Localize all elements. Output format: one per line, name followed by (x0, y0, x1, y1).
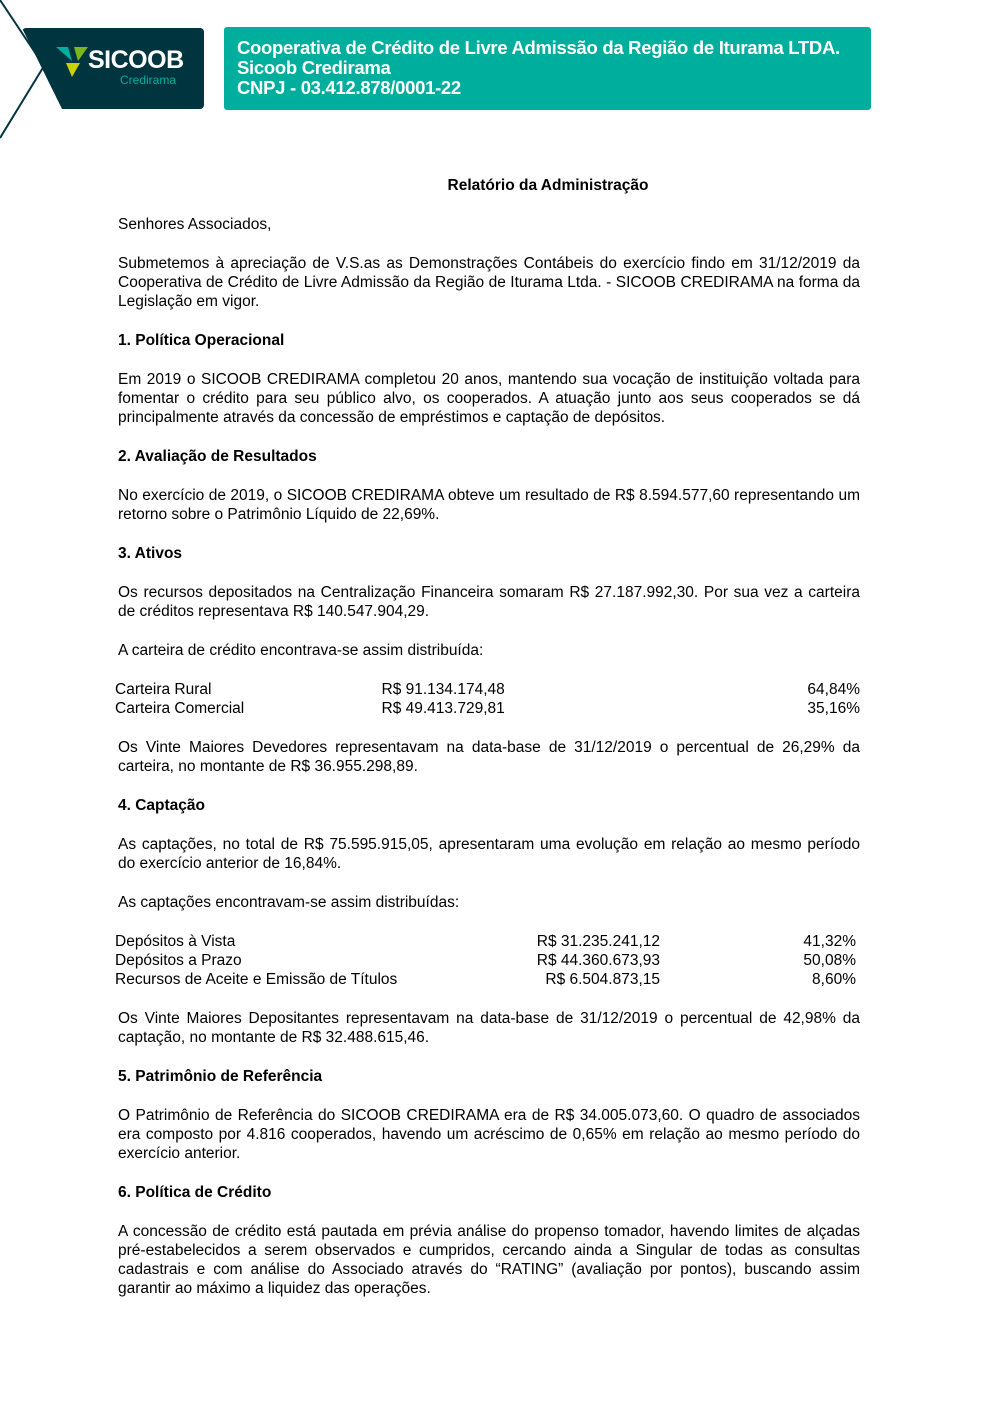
row-percent: 50,08% (803, 952, 856, 969)
document-body (115, 176, 860, 1318)
row-label: Depósitos à Vista (115, 933, 236, 950)
paragraph: Os Vinte Maiores Devedores representavam na data-base de 31/12/2019 o percentual de 26,29% da carteira, no montante de R$ 36.955.298,89. (118, 739, 860, 775)
row-percent: 64,84% (807, 681, 860, 698)
row-value: R$ 49.413.729,81 (381, 700, 505, 717)
table-row (115, 951, 860, 970)
section-heading: 3. Ativos (118, 545, 183, 562)
row-percent: 41,32% (803, 933, 856, 950)
logo-subtext: Credirama (120, 73, 177, 87)
table-row (115, 932, 860, 951)
sicoob-logo-icon (56, 47, 88, 77)
row-value: R$ 6.504.873,15 (545, 971, 660, 988)
row-percent: 8,60% (812, 971, 856, 988)
row-label: Carteira Rural (115, 681, 212, 698)
section-heading: 4. Captação (118, 797, 206, 814)
row-label: Depósitos a Prazo (115, 952, 242, 969)
short-name: Sicoob Credirama (237, 57, 391, 78)
paragraph: As captações, no total de R$ 75.595.915,05, apresentaram uma evolução em relação ao mesmo período do exercício anterior de 16,84%. (118, 836, 860, 872)
page-title: Relatório da Administração (447, 177, 649, 194)
header-banner (224, 27, 871, 110)
row-label: Carteira Comercial (115, 700, 245, 717)
cnpj: CNPJ - 03.412.878/0001-22 (237, 77, 461, 98)
paragraph: O Patrimônio de Referência do SICOOB CREDIRAMA era de R$ 34.005.073,60. O quadro de associados era composto por 4.816 cooperados, havendo um acréscimo de 0,65% em relação ao mesmo período do exercício anterior. (118, 1107, 860, 1162)
paragraph: Os Vinte Maiores Depositantes representavam na data-base de 31/12/2019 o percentual de 42,98% da captação, no montante de R$ 32.488.615,46. (118, 1010, 860, 1046)
intro-paragraph: Submetemos à apreciação de V.S.as as Demonstrações Contábeis do exercício findo em 31/12/2019 da Cooperativa de Crédito de Livre Admissão da Região de Iturama Ltda. - SICOOB CREDIRAMA na forma da Legislação em vigor. (118, 255, 860, 310)
credit-portfolio-table (115, 680, 860, 718)
section-heading: 6. Política de Crédito (118, 1184, 272, 1201)
row-percent: 35,16% (807, 700, 860, 717)
cooperative-name: Cooperativa de Crédito de Livre Admissão da Região de Iturama LTDA. (237, 37, 840, 58)
paragraph: No exercício de 2019, o SICOOB CREDIRAMA obteve um resultado de R$ 8.594.577,60 representando um retorno sobre o Patrimônio Líquido de 22,69%. (118, 487, 860, 523)
paragraph: A concessão de crédito está pautada em prévia análise do propenso tomador, havendo limites de alçadas pré-estabelecidos a serem observados e cumpridos, cercando ainda a Singular de todas as consultas cadastrais e com análise do Associado através do “RATING” (avaliação por pontos), buscando assim garantir ao máximo a liquidez das operações. (118, 1223, 860, 1297)
table-row (115, 680, 860, 699)
row-value: R$ 31.235.241,12 (536, 933, 660, 950)
table-row (115, 699, 860, 718)
section-heading: 5. Patrimônio de Referência (118, 1068, 323, 1085)
table-row (115, 970, 860, 989)
section-heading: 2. Avaliação de Resultados (118, 448, 317, 465)
paragraph: Em 2019 o SICOOB CREDIRAMA completou 20 anos, mantendo sua vocação de instituição voltada para fomentar o crédito para seu público alvo, os cooperados. A atuação junto aos seus cooperados se dá principalmente através da concessão de empréstimos e captação de depósitos. (118, 371, 860, 426)
row-value: R$ 44.360.673,93 (536, 952, 660, 969)
row-label: Recursos de Aceite e Emissão de Títulos (115, 971, 398, 988)
logo-text: SICOOB (88, 46, 184, 74)
paragraph: A carteira de crédito encontrava-se assim distribuída: (118, 642, 484, 659)
paragraph: As captações encontravam-se assim distribuídas: (118, 894, 460, 911)
paragraph: Os recursos depositados na Centralização Financeira somaram R$ 27.187.992,30. Por sua vez a carteira de créditos representava R$ 140.547.904,29. (118, 584, 860, 620)
section-heading: 1. Política Operacional (118, 332, 285, 349)
row-value: R$ 91.134.174,48 (381, 681, 505, 698)
deposits-table (115, 932, 860, 989)
greeting: Senhores Associados, (118, 216, 272, 233)
